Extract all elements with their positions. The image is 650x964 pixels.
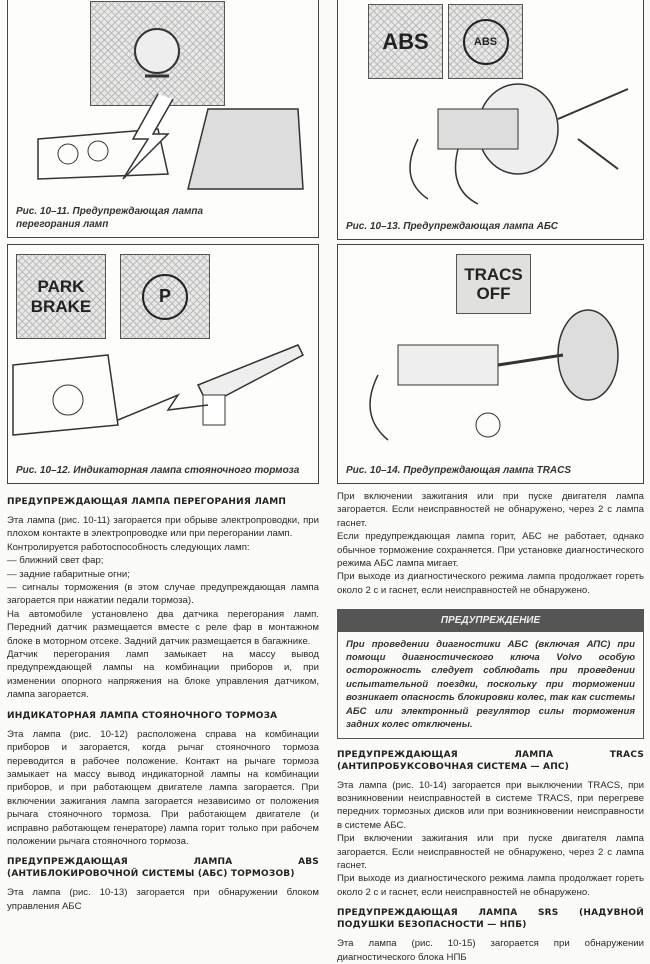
park-brake-circle-label: P — [142, 274, 188, 320]
warning-text: При проведении диагностики АБС (включая АПС) при помощи диагностического ключа Volvo особую осторожность следует соблюдать при проведении испытательной поездки, поскольку при торможении возникает опасность блокировки колес, так как системы АБС или электронный регулятор силы торможения задних колес отключены. — [346, 638, 635, 731]
abs-circle-label: ABS — [463, 19, 509, 65]
traction-control-drawing — [338, 245, 645, 450]
list-item: — сигналы торможения (в этом случае предупреждающая лампа загорается при нажатии педали тормоза). — [7, 582, 319, 607]
list-item: — ближний свет фар; — [7, 555, 104, 567]
section-heading-abs: ПРЕДУПРЕЖДАЮЩАЯ ЛАМПА ABS (АНТИБЛОКИРОВОЧНОЙ СИСТЕМЫ (АБС) ТОРМОЗОВ) — [7, 857, 319, 880]
left-column — [7, 488, 319, 913]
figure-10-13 — [337, 0, 644, 240]
section-heading-bulb-failure: ПРЕДУПРЕЖДАЮЩАЯ ЛАМПА ПЕРЕГОРАНИЯ ЛАМП — [7, 497, 287, 507]
paragraph: При выходе из диагностического режима лампа продолжает гореть около 2 с и гаснет, если неисправностей не обнаружено. — [337, 571, 644, 596]
section-heading-srs: ПРЕДУПРЕЖДАЮЩАЯ ЛАМПА SRS (НАДУВНОЙ ПОДУШКИ БЕЗОПАСНОСТИ — НПБ) — [337, 908, 644, 931]
paragraph: Эта лампа (рис. 10-12) расположена справа на комбинации приборов и загорается, когда рычаг стояночного тормоза переводится в рабочее положение. Контакт на рычаге тормоза замыкает на массу вывод индикаторной лампы на комбинации приборов, и при работающем двигателе лампа загорается. При включении зажигания лампа загорается независимо от положения рычага стояночного тормоза. При работающем двигателе (и исправно работающем генераторе) лампа горит только при рабочем положении рычага стояночного тормоза. — [7, 728, 319, 847]
figure-caption: Рис. 10–13. Предупреждающая лампа АБС — [346, 221, 558, 232]
warning-box — [337, 609, 644, 738]
section-heading-parking-brake: ИНДИКАТОРНАЯ ЛАМПА СТОЯНОЧНОГО ТОРМОЗА — [7, 710, 278, 721]
parking-brake-lever-drawing — [8, 245, 320, 445]
section-heading-tracs: ПРЕДУПРЕЖДАЮЩАЯ ЛАМПА TRACS (АНТИПРОБУКСОВОЧНАЯ СИСТЕМА — АПС) — [337, 749, 644, 772]
paragraph: При включении зажигания или при пуске двигателя лампа загорается. Если неисправностей не обнаружено, через 2 с лампа гаснет. — [337, 491, 644, 529]
paragraph: Эта лампа (рис. 10-13) загорается при обнаружении блоком управления АБС — [7, 887, 319, 912]
figure-caption: Рис. 10–11. Предупреждающая лампа перегорания ламп — [16, 206, 204, 230]
figure-caption: Рис. 10–12. Индикаторная лампа стояночного тормоза — [16, 465, 300, 476]
paragraph: При выходе из диагностического режима лампа продолжает гореть около 2 с и гаснет, если неисправностей не обнаружено. — [337, 873, 644, 898]
paragraph: Контролируется работоспособность следующих ламп: — [7, 541, 250, 553]
list-item: — задние габаритные огни; — [7, 568, 130, 580]
paragraph: Эта лампа (рис. 10-11) загорается при обрыве электропроводки, при плохом контакте в электропроводке или при перегорании ламп. — [7, 515, 319, 540]
instrument-panel-drawing — [8, 0, 320, 199]
figure-10-12 — [7, 244, 319, 484]
paragraph: При включении зажигания или при пуске двигателя лампа загорается. Если неисправностей не обнаружено, через 2 с лампа гаснет. — [337, 833, 644, 871]
brake-master-cylinder-drawing — [338, 0, 645, 214]
paragraph: Датчик перегорания ламп замыкает на массу вывод предупреждающей лампы на комбинации приборов и, при изменении опорного напряжения на блоке управления датчиком, лампа загорается. — [7, 649, 319, 701]
right-column — [337, 490, 644, 964]
abs-text-lamp: ABS — [368, 4, 443, 79]
paragraph: Если предупреждающая лампа горит, АБС не работает, однако обычное торможение сохраняется. При установке диагностического режима АБС лампа мигает. — [337, 531, 644, 570]
figure-10-14 — [337, 244, 644, 484]
warning-title: ПРЕДУПРЕЖДЕНИЕ — [338, 610, 643, 631]
tracs-off-lamp: TRACS OFF — [456, 254, 531, 314]
figure-caption: Рис. 10–14. Предупреждающая лампа TRACS — [346, 465, 572, 476]
paragraph: Эта лампа (рис. 10-14) загорается при выключении TRACS, при возникновении неисправностей в системе TRACS, при перегреве передних тормозных дисков или при возникновении неисправности в системе АБС. — [337, 779, 644, 831]
paragraph: Эта лампа (рис. 10-15) загорается при обнаружении диагностического блока НПБ — [337, 938, 644, 963]
paragraph: На автомобиле установлено два датчика перегорания ламп. Передний датчик размещается вместе с реле фар в монтажном блоке в моторном отсеке. Задний датчик размещается в багажнике. — [7, 608, 319, 647]
figure-10-11 — [7, 0, 319, 238]
park-brake-text-lamp: PARK BRAKE — [16, 254, 106, 339]
